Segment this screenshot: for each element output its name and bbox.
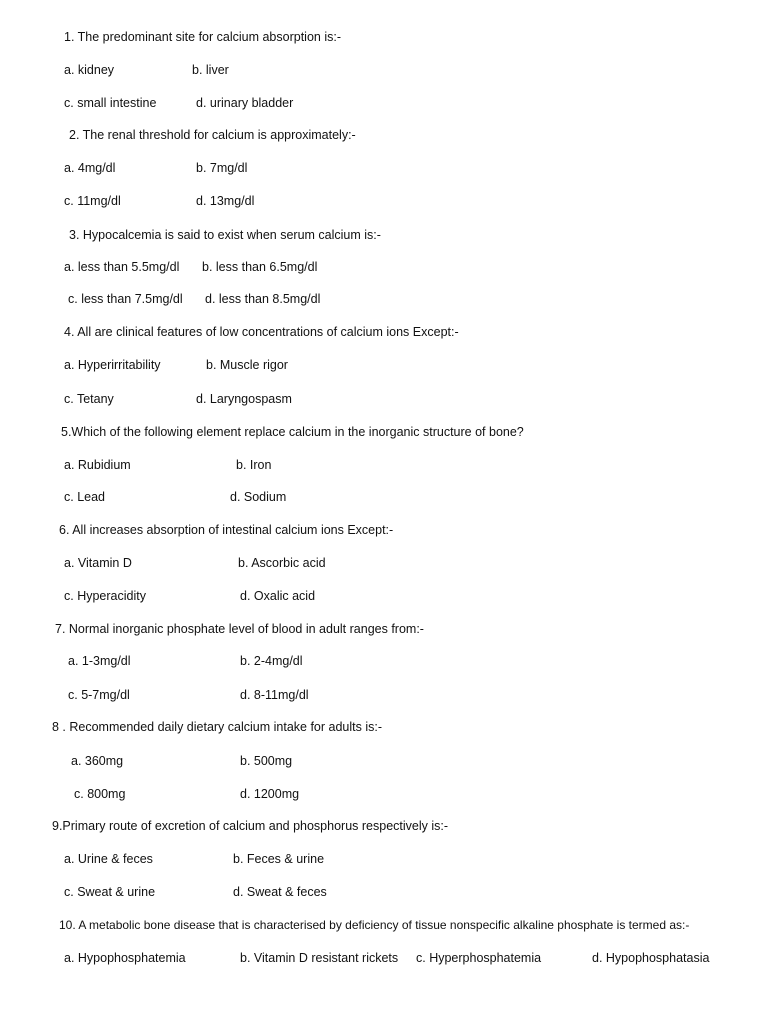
q3-option-b: b. less than 6.5mg/dl bbox=[202, 260, 318, 274]
question-2: 2. The renal threshold for calcium is approximately:- bbox=[69, 128, 356, 142]
question-8: 8 . Recommended daily dietary calcium intake for adults is:- bbox=[52, 720, 383, 734]
question-9: 9.Primary route of excretion of calcium and phosphorus respectively is:- bbox=[52, 819, 449, 833]
q9-option-a: a. Urine & feces bbox=[64, 852, 153, 866]
q5-option-c: c. Lead bbox=[64, 490, 106, 504]
q9-option-b: b. Feces & urine bbox=[233, 852, 325, 866]
q3-option-a: a. less than 5.5mg/dl bbox=[64, 260, 180, 274]
q7-option-c: c. 5-7mg/dl bbox=[68, 688, 130, 702]
q2-option-a: a. 4mg/dl bbox=[64, 161, 116, 175]
q6-option-c: c. Hyperacidity bbox=[64, 589, 146, 603]
question-3: 3. Hypocalcemia is said to exist when serum calcium is:- bbox=[69, 228, 381, 242]
q5-option-a: a. Rubidium bbox=[64, 458, 131, 472]
q6-option-b: b. Ascorbic acid bbox=[238, 556, 326, 570]
q8-option-c: c. 800mg bbox=[74, 787, 126, 801]
q2-option-d: d. 13mg/dl bbox=[196, 194, 255, 208]
q8-option-b: b. 500mg bbox=[240, 754, 293, 768]
q1-option-d: d. urinary bladder bbox=[196, 96, 294, 110]
q2-option-b: b. 7mg/dl bbox=[196, 161, 248, 175]
q10-option-d: d. Hypophosphatasia bbox=[592, 951, 710, 965]
q7-option-d: d. 8-11mg/dl bbox=[240, 688, 309, 702]
q6-option-a: a. Vitamin D bbox=[64, 556, 132, 570]
q4-option-d: d. Laryngospasm bbox=[196, 392, 292, 406]
q7-option-a: a. 1-3mg/dl bbox=[68, 654, 131, 668]
q9-option-c: c. Sweat & urine bbox=[64, 885, 156, 899]
q2-option-c: c. 11mg/dl bbox=[64, 194, 121, 208]
q9-option-d: d. Sweat & feces bbox=[233, 885, 327, 899]
q3-option-d: d. less than 8.5mg/dl bbox=[205, 292, 321, 306]
q10-option-c: c. Hyperphosphatemia bbox=[416, 951, 542, 965]
q8-option-d: d. 1200mg bbox=[240, 787, 300, 801]
q5-option-d: d. Sodium bbox=[230, 490, 287, 504]
q7-option-b: b. 2-4mg/dl bbox=[240, 654, 303, 668]
question-7: 7. Normal inorganic phosphate level of blood in adult ranges from:- bbox=[55, 622, 424, 636]
question-1: 1. The predominant site for calcium absorption is:- bbox=[64, 30, 341, 44]
q10-option-a: a. Hypophosphatemia bbox=[64, 951, 186, 965]
q1-option-c: c. small intestine bbox=[64, 96, 157, 110]
q1-option-b: b. liver bbox=[192, 63, 229, 77]
q8-option-a: a. 360mg bbox=[71, 754, 124, 768]
q4-option-a: a. Hyperirritability bbox=[64, 358, 161, 372]
q4-option-c: c. Tetany bbox=[64, 392, 114, 406]
question-10: 10. A metabolic bone disease that is characterised by deficiency of tissue nonspecific alkaline phosphate is termed as:- bbox=[59, 918, 690, 932]
question-4: 4. All are clinical features of low concentrations of calcium ions Except:- bbox=[64, 325, 459, 339]
q10-option-b: b. Vitamin D resistant rickets bbox=[240, 951, 399, 965]
q6-option-d: d. Oxalic acid bbox=[240, 589, 316, 603]
q1-option-a: a. kidney bbox=[64, 63, 115, 77]
q5-option-b: b. Iron bbox=[236, 458, 272, 472]
q4-option-b: b. Muscle rigor bbox=[206, 358, 288, 372]
q3-option-c: c. less than 7.5mg/dl bbox=[68, 292, 183, 306]
question-5: 5.Which of the following element replace calcium in the inorganic structure of bone? bbox=[61, 425, 524, 439]
question-6: 6. All increases absorption of intestinal calcium ions Except:- bbox=[59, 523, 394, 537]
